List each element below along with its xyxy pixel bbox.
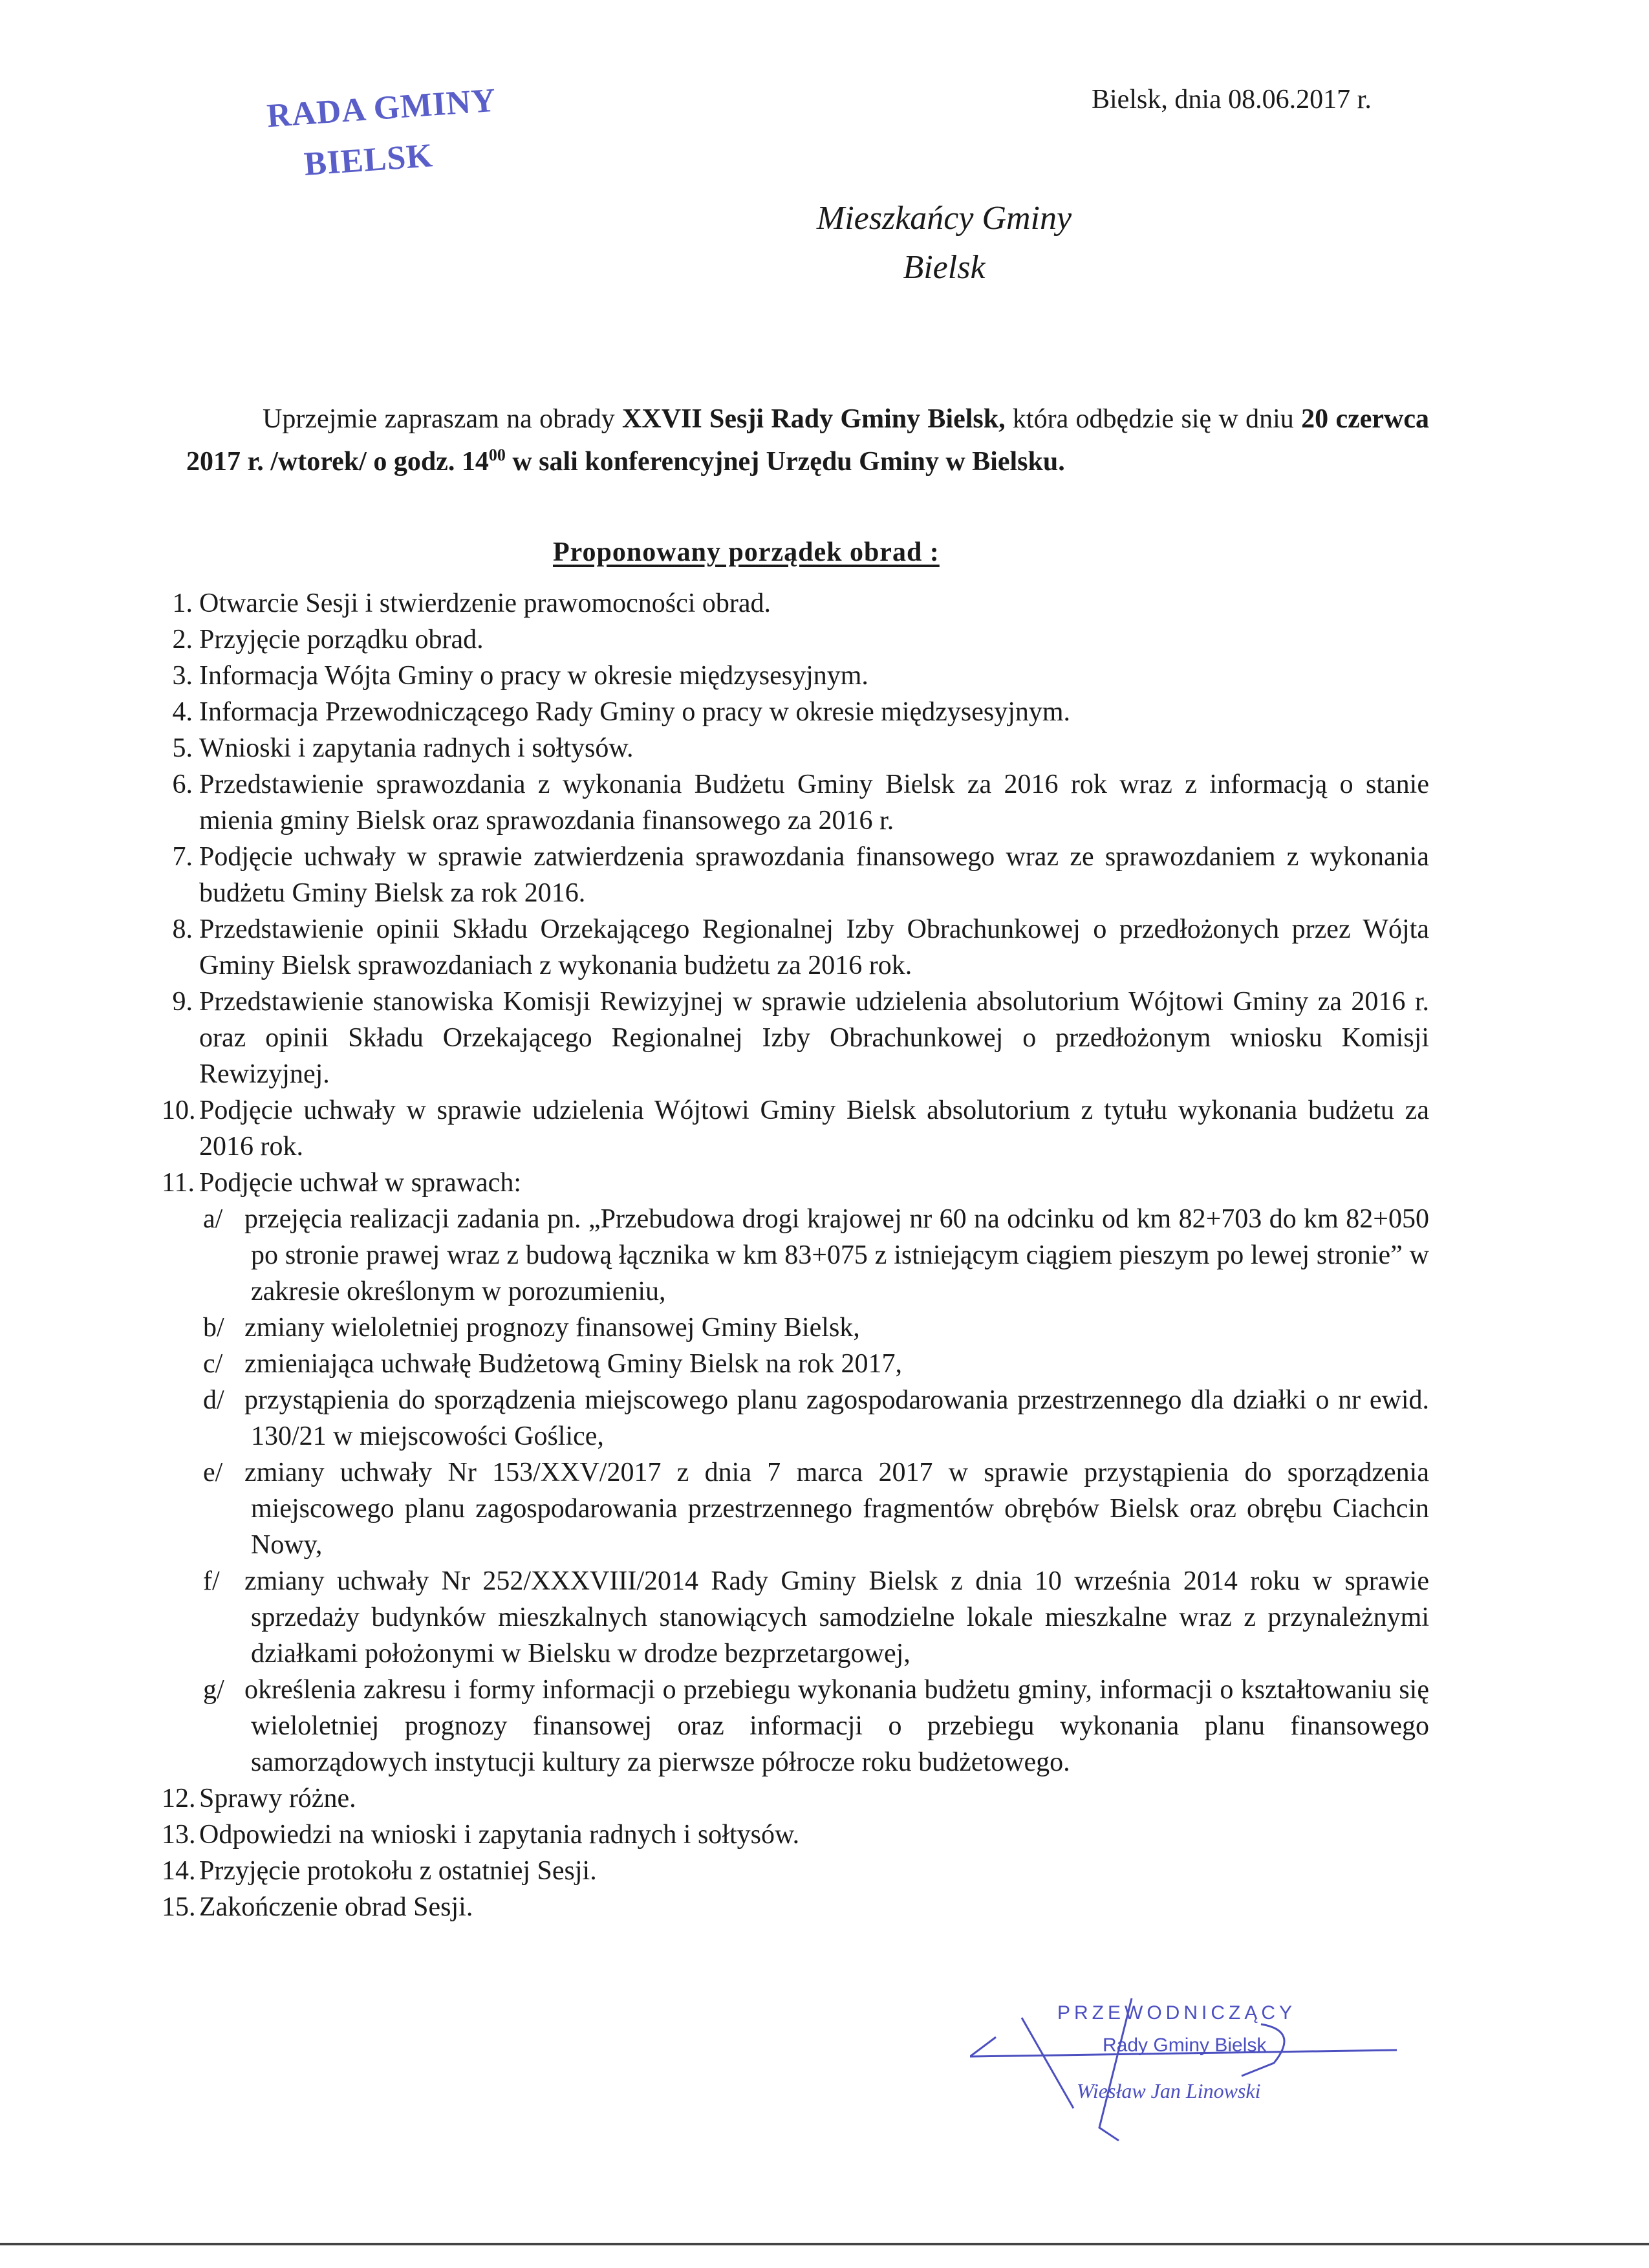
session-time-minutes: 00: [488, 446, 506, 464]
signature-body: Rady Gminy Bielsk: [1103, 2035, 1267, 2056]
agenda-item: [162, 766, 1429, 839]
agenda-item-number: 3.: [172, 661, 193, 691]
agenda-item-number: 9.: [172, 987, 193, 1017]
addressee-line-1: Mieszkańcy Gminy: [816, 200, 1072, 237]
agenda-item-text: Informacja Wójta Gminy o pracy w okresie międzysesyjnym.: [199, 661, 868, 691]
page-bottom-edge: [0, 2243, 1649, 2245]
agenda-sub-item-text: zmiany wieloletniej prognozy finansowej Gminy Bielsk,: [244, 1313, 860, 1343]
agenda-item: [162, 911, 1429, 984]
agenda-item-text: Zakończenie obrad Sesji.: [199, 1892, 473, 1922]
agenda-sub-item: [168, 1563, 1429, 1672]
agenda-item: [162, 694, 1429, 730]
agenda-sub-item-text: przystąpienia do sporządzenia miejscowego planu zagospodarowania przestrzennego dla działki o nr ewid. 130/21 w miejscowości Goślice,: [244, 1385, 1429, 1451]
agenda-item-number: 13.: [162, 1820, 196, 1850]
agenda-item-text: Przedstawienie sprawozdania z wykonania Budżetu Gminy Bielsk za 2016 rok wraz z informacją o stanie mienia gminy Bielsk oraz sprawozdania finansowego za 2016 r.: [199, 770, 1429, 836]
agenda-item: [162, 1889, 1429, 1925]
agenda-item-number: 4.: [172, 697, 193, 727]
signature-title: PRZEWODNICZĄCY: [1057, 2002, 1296, 2024]
agenda-sub-item-text: zmiany uchwały Nr 153/XXV/2017 z dnia 7 marca 2017 w sprawie przystąpienia do sporządzenia miejscowego planu zagospodarowania przestrzennego fragmentów obrębów Bielsk oraz obrębu Ciachcin Nowy,: [244, 1458, 1429, 1560]
agenda-item-number: 7.: [172, 842, 193, 872]
agenda-title: Proponowany porządek obrad :: [553, 537, 940, 567]
agenda-item: [162, 658, 1429, 694]
agenda-item-text: Informacja Przewodniczącego Rady Gminy o pracy w okresie międzysesyjnym.: [199, 697, 1071, 727]
addressee: [685, 194, 1203, 292]
agenda-sub-item-letter: b/: [203, 1313, 224, 1343]
agenda-item-text: Przedstawienie opinii Składu Orzekającego Regionalnej Izby Obrachunkowej o przedłożonych przez Wójta Gminy Bielsk sprawozdaniach z wykonania budżetu za 2016 rok.: [199, 914, 1429, 980]
intro-text-2: która odbędzie się w dniu: [1005, 404, 1302, 434]
agenda-item: [162, 621, 1429, 658]
agenda-sub-item-letter: e/: [203, 1458, 223, 1487]
agenda-item: [162, 1780, 1429, 1817]
invitation-paragraph: [186, 401, 1429, 480]
agenda-item-text: Otwarcie Sesji i stwierdzenie prawomocności obrad.: [199, 589, 771, 618]
agenda-item-number: 15.: [162, 1892, 196, 1922]
agenda-item-text: Odpowiedzi na wnioski i zapytania radnych i sołtysów.: [199, 1820, 800, 1850]
agenda-item-text: Wnioski i zapytania radnych i sołtysów.: [199, 733, 634, 763]
agenda-sub-item-letter: g/: [203, 1675, 224, 1705]
agenda-item: [162, 730, 1429, 766]
stamp-line-2: BIELSK: [303, 137, 435, 183]
agenda-item: [162, 984, 1429, 1092]
signature-person: Wiesław Jan Linowski: [1077, 2079, 1261, 2102]
agenda-item-number: 5.: [172, 733, 193, 763]
agenda-sub-item-text: zmieniająca uchwałę Budżetową Gminy Bielsk na rok 2017,: [244, 1349, 903, 1379]
agenda-item: [162, 1817, 1429, 1853]
agenda-item-number: 12.: [162, 1784, 196, 1813]
intro-text-1: Uprzejmie zapraszam na obrady: [263, 404, 623, 434]
agenda-item-text: Przyjęcie protokołu z ostatniej Sesji.: [199, 1856, 597, 1886]
agenda-item: [162, 585, 1429, 621]
session-name: XXVII Sesji Rady Gminy Bielsk,: [622, 404, 1006, 434]
agenda-sub-item: [168, 1201, 1429, 1310]
agenda-item-text: Podjęcie uchwał w sprawach:: [199, 1168, 521, 1198]
agenda-item-text: Przedstawienie stanowiska Komisji Rewizyjnej w sprawie udzielenia absolutorium Wójtowi Gminy za 2016 r. oraz opinii Składu Orzekającego Regionalnej Izby Obrachunkowej o przedłożonym wniosku Komisji Rewizyjnej.: [199, 987, 1429, 1089]
agenda-item: [162, 839, 1429, 911]
agenda-item: [162, 1165, 1429, 1201]
agenda-item-number: 10.: [162, 1096, 196, 1125]
agenda-sub-item: [168, 1310, 1429, 1346]
agenda-sub-item: [168, 1672, 1429, 1780]
chairman-signature-stamp: [970, 1998, 1397, 2147]
agenda-item-text: Podjęcie uchwały w sprawie udzielenia Wójtowi Gminy Bielsk absolutorium z tytułu wykonania budżetu za 2016 rok.: [199, 1096, 1429, 1161]
agenda-sub-item-text: przejęcia realizacji zadania pn. „Przebudowa drogi krajowej nr 60 na odcinku od km 82+703 do km 82+050 po stronie prawej wraz z budową łącznika w km 83+075 z istniejącym ciągiem pieszym po lewej stronie” w zakresie określonym w porozumieniu,: [244, 1204, 1429, 1306]
agenda-item-text: Sprawy różne.: [199, 1784, 356, 1813]
agenda-sub-item-letter: c/: [203, 1349, 223, 1379]
agenda-sub-item: [168, 1382, 1429, 1454]
agenda-item: [162, 1853, 1429, 1889]
agenda-item-number: 6.: [172, 770, 193, 799]
agenda-item-number: 1.: [172, 589, 193, 618]
agenda-sub-item-text: zmiany uchwały Nr 252/XXXVIII/2014 Rady Gminy Bielsk z dnia 10 września 2014 roku w sprawie sprzedaży budynków mieszkalnych stanowiących samodzielne lokale mieszkalne wraz z przynależnymi działkami położonymi w Bielsku w drodze bezprzetargowej,: [244, 1566, 1429, 1669]
council-stamp: [239, 83, 537, 186]
agenda-item-number: 14.: [162, 1856, 196, 1886]
agenda-item-number: 8.: [172, 914, 193, 944]
agenda-item: [162, 1092, 1429, 1165]
addressee-line-2: Bielsk: [903, 249, 986, 286]
agenda-list: [162, 585, 1429, 1925]
session-date: 20 czerwca 2017 r. /wtorek/ o godz. 14: [186, 404, 1429, 477]
agenda-item-number: 11.: [162, 1168, 195, 1198]
agenda-sub-item: [168, 1346, 1429, 1382]
agenda-item-text: Przyjęcie porządku obrad.: [199, 625, 484, 654]
agenda-sub-item-letter: f/: [203, 1566, 220, 1596]
document-date: Bielsk, dnia 08.06.2017 r.: [1092, 85, 1372, 114]
agenda-sub-item: [168, 1454, 1429, 1563]
session-place: w sali konferencyjnej Urzędu Gminy w Bielsku.: [505, 447, 1065, 477]
agenda-sub-item-letter: a/: [203, 1204, 223, 1234]
agenda-sub-item-letter: d/: [203, 1385, 224, 1415]
agenda-item-number: 2.: [172, 625, 193, 654]
agenda-sub-item-text: określenia zakresu i formy informacji o przebiegu wykonania budżetu gminy, informacji o kształtowaniu się wieloletniej prognozy finansowej oraz informacji o przebiegu wykonania planu finansowego samorządowych instytucji kultury za pierwsze półrocze roku budżetowego.: [244, 1675, 1429, 1777]
stamp-line-1: RADA GMINY: [265, 81, 498, 135]
agenda-item-text: Podjęcie uchwały w sprawie zatwierdzenia sprawozdania finansowego wraz ze sprawozdaniem z wykonania budżetu Gminy Bielsk za rok 2016.: [199, 842, 1429, 908]
